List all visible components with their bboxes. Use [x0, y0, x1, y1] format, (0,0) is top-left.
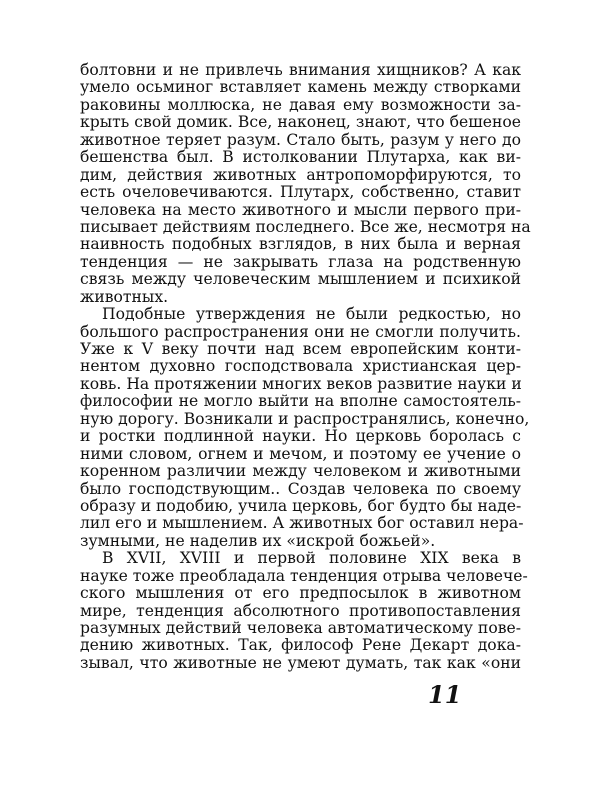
text-line: тенденция — не закрывать глаза на родственную	[80, 252, 521, 271]
text-line: большого распространения они не смогли получить.	[80, 322, 521, 341]
text-line: раковины моллюска, не давая ему возможности за-	[80, 95, 521, 114]
text-line: нентом духовно господствовала христианская цер-	[80, 357, 521, 376]
text-line: ского мышления от его предпосылок в животном	[80, 584, 521, 603]
paragraph	[80, 305, 530, 550]
text-line: животное теряет разум. Стало быть, разум у него до	[80, 130, 521, 149]
text-line: ними словом, огнем и мечом, и поэтому ее учение о	[80, 444, 521, 463]
text-line: философии не могло выйти на вполне самостоятель-	[80, 392, 521, 411]
page-body-text	[80, 61, 531, 672]
text-line: и ростки подлинной науки. Но церковь боролась с	[80, 427, 521, 446]
text-line: зывал, что животные не умеют думать, так как «они	[80, 653, 521, 672]
text-line: зумными, не наделив их «искрой божьей».	[80, 531, 436, 550]
text-line: Уже к V веку почти над всем европейским конти-	[80, 340, 521, 358]
text-line: разумных действий человека автоматическому пове-	[80, 619, 521, 637]
text-line: бешенства был. В истолковании Плутарха, как ви-	[80, 148, 521, 167]
page-number: 11	[428, 680, 462, 709]
text-line: болтовни и не привлечь внимания хищников? А как	[80, 61, 521, 79]
text-line: лил его и мышлением. А животных бог оставил нера-	[80, 514, 524, 533]
text-line: В XVII, XVIII и первой половине XIX века в	[102, 549, 521, 568]
text-line: дению животных. Так, философ Рене Декарт дока-	[80, 636, 521, 655]
text-line: связь между человеческим мышлением и психикой	[80, 270, 521, 289]
text-line: крыть свой домик. Все, наконец, знают, что бешеное	[80, 113, 521, 132]
text-line: животных.	[80, 287, 169, 306]
paragraph	[80, 61, 531, 306]
text-line: писывает действиям последнего. Все же, несмотря на	[80, 217, 531, 236]
text-line: ную дорогу. Возникали и распространялись, конечно,	[80, 409, 530, 428]
text-line: ковь. На протяжении многих веков развитие науки и	[80, 374, 522, 393]
text-line: образу и подобию, учила церковь, бог будто бы наде-	[80, 496, 522, 515]
text-line: Подобные утверждения не были редкостью, но	[102, 305, 521, 324]
text-line: было господствующим.. Создав человека по своему	[80, 479, 521, 498]
text-line: наивность подобных взглядов, в них была и верная	[80, 235, 521, 254]
text-line: есть очеловечиваются. Плутарх, собственно, ставит	[80, 183, 521, 202]
text-line: коренном различии между человеком и животными	[80, 462, 521, 481]
text-line: дим, действия животных антропоморфируются, то	[80, 165, 521, 184]
text-line: мире, тенденция абсолютного противопоставления	[80, 601, 521, 620]
paragraph	[80, 549, 528, 672]
text-line: человека на место животного и мысли первого при-	[80, 200, 521, 219]
text-line: науке тоже преобладала тенденция отрыва человече-	[80, 566, 528, 585]
text-line: умело осьминог вставляет камень между створками	[80, 78, 521, 97]
